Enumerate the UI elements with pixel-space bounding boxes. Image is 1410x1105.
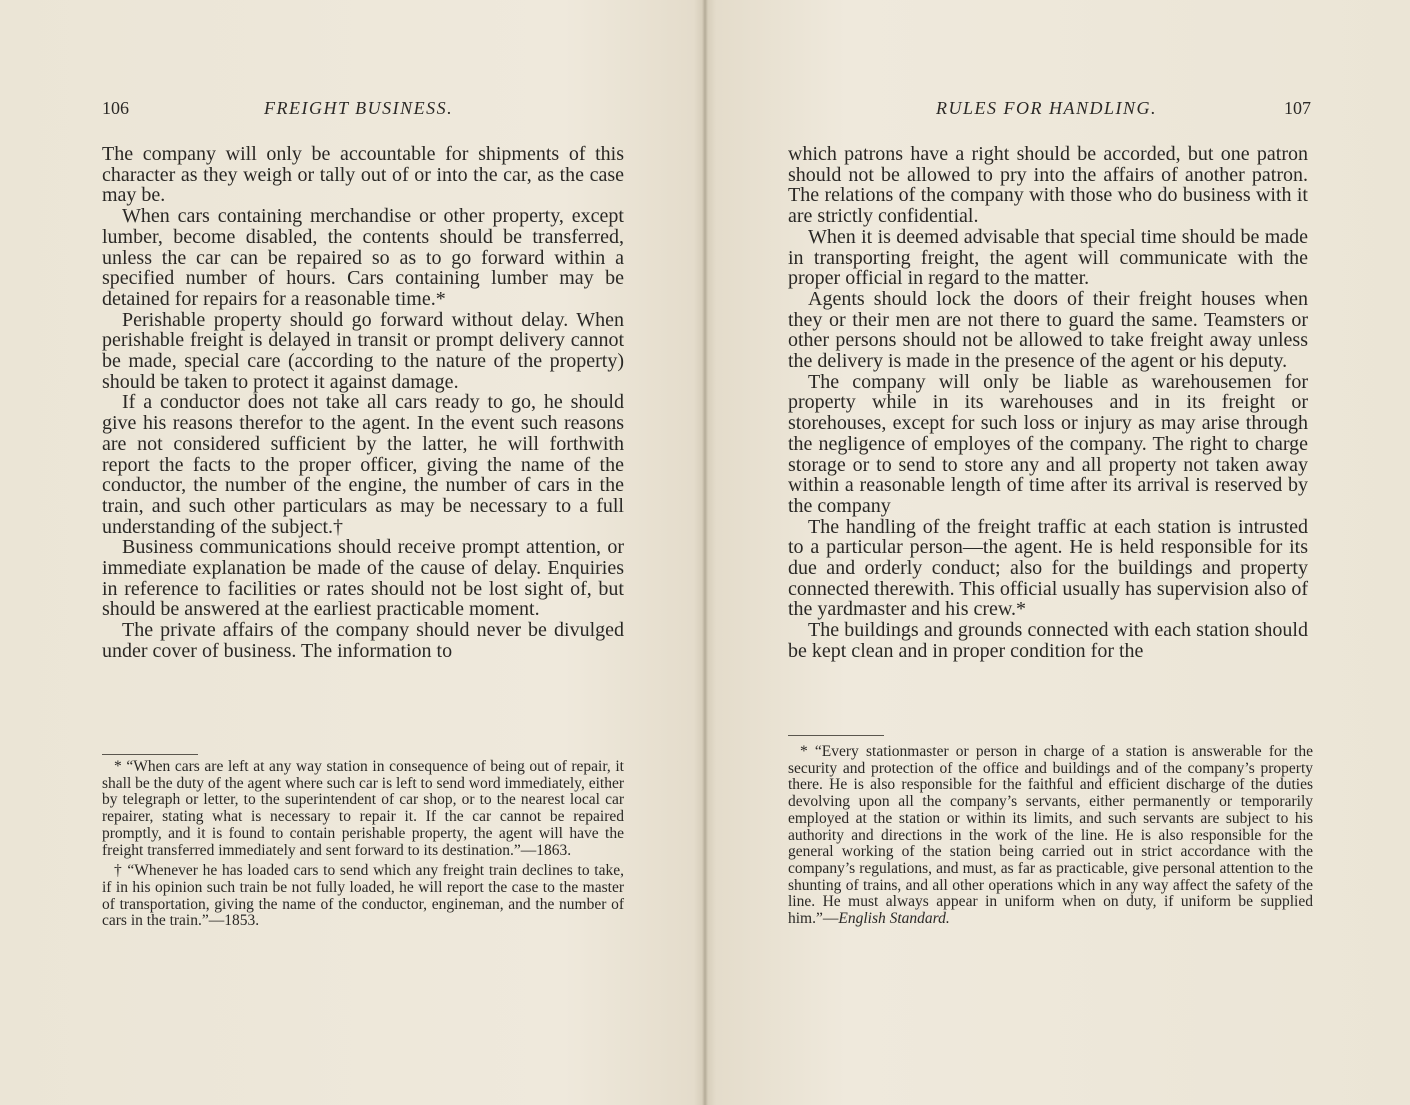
paragraph: The private affairs of the company should never be divulged under cover of business. The information to [102,619,624,662]
footnote-source: English Standard. [838,910,950,928]
footnote-rule [102,754,198,755]
paragraph: When cars containing merchandise or other property, except lumber, become disabled, the contents should be transferred, unless the car can be repaired so as to go forward within a specified number of hours. Cars containing lumber may be detained for repairs for a reasonable time.* [102,205,624,310]
footnote-text: * “Every stationmaster or person in charge of a station is answerable for the security and protection of the office and buildings and of the company’s property there. He is also responsible for the faithful and efficient discharge of the duties devolving upon all the company’s servants, either permanently or temporarily employed at the station or within its limits, and such servants are subject to his authority and directions in the work of the line. He is also responsible for the general working of the station being carried out in strict accordance with the company’s regulations, and must, as far as practicable, give personal attention to the shunting of trains, and all other operations which in any way affect the safety of the line. He must always appear in uniform when on duty, if uniform be supplied him.”— [788,743,1313,928]
right-page-body [788,144,1308,662]
footnote [788,744,1313,928]
paragraph: When it is deemed advisable that special time should be made in transporting freight, the agent will communicate with the proper official in regard to the matter. [788,225,1308,290]
paragraph: Perishable property should go forward without delay. When perishable freight is delayed in transit or prompt delivery cannot be made, special care (according to the nature of the property) should be taken to protect it against damage. [102,308,624,393]
left-page-header [102,98,624,122]
right-footnotes [788,744,1313,932]
paragraph: which patrons have a right should be accorded, but one patron should not be allowed to pry into the affairs of another patron. The relations of the company with those who do business with it are strictly confidential. [788,143,1308,228]
paragraph: If a conductor does not take all cars ready to go, he should give his reasons therefor to the agent. In the event such reasons are not considered sufficient by the latter, he will forthwith report the facts to the proper officer, giving the name of the conductor, the number of the engine, the number of cars in the train, and such other particulars as may be necessary to a full understanding of the subject.† [102,391,624,538]
right-page-header [788,98,1311,122]
paragraph: The buildings and grounds connected with each station should be kept clean and in proper condition for the [788,619,1308,662]
left-page-body [102,144,624,662]
running-title: RULES FOR HANDLING. [936,98,1157,118]
running-title: FREIGHT BUSINESS. [264,98,454,118]
footnote-rule [788,735,884,736]
left-footnotes [102,759,624,934]
page-number: 107 [1284,98,1311,118]
paragraph: Agents should lock the doors of their freight houses when they or their men are not there to guard the same. Teamsters or other persons should not be allowed to take freight away unless the delivery is made in the presence of the agent or his deputy. [788,287,1308,373]
paragraph: The handling of the freight traffic at each station is intrusted to a particular person—the agent. He is held responsible for its due and orderly conduct; also for the buildings and property connected therewith. This official usually has supervision also of the yardmaster and his crew.* [788,515,1308,621]
page-number: 106 [102,98,129,118]
paragraph: Business communications should receive prompt attention, or immediate explanation be made of the cause of delay. Enquiries in reference to facilities or rates should not be lost sight of, but should be answered at the earliest practicable moment. [102,536,624,621]
right-page [705,0,1410,1105]
footnote: † “Whenever he has loaded cars to send which any freight train declines to take, if in his opinion such train be not fully loaded, he will report the case to the master of transportation, giving the name of the conductor, engineman, and the number of cars in the train.”—1853. [102,862,624,930]
footnote: * “When cars are left at any way station in consequence of being out of repair, it shall be the duty of the agent where such car is left to send word immediately, either by telegraph or letter, to the superintendent of car shop, or to the nearest local car repairer, stating what is necessary to repair it. If the car cannot be repaired promptly, and it is found to contain perishable property, the agent will have the freight transferred immediately and sent forward to its destination.”—1863. [102,758,624,859]
paragraph: The company will only be liable as warehousemen for property while in its warehouses and in its freight or storehouses, except for such loss or injury as may arise through the negligence of employes of the company. The right to charge storage or to send to store any and all property not taken away within a reasonable length of time after its arrival is reserved by the company [788,370,1308,517]
paragraph: The company will only be accountable for shipments of this character as they weigh or tally out of or into the car, as the case may be. [102,143,624,207]
